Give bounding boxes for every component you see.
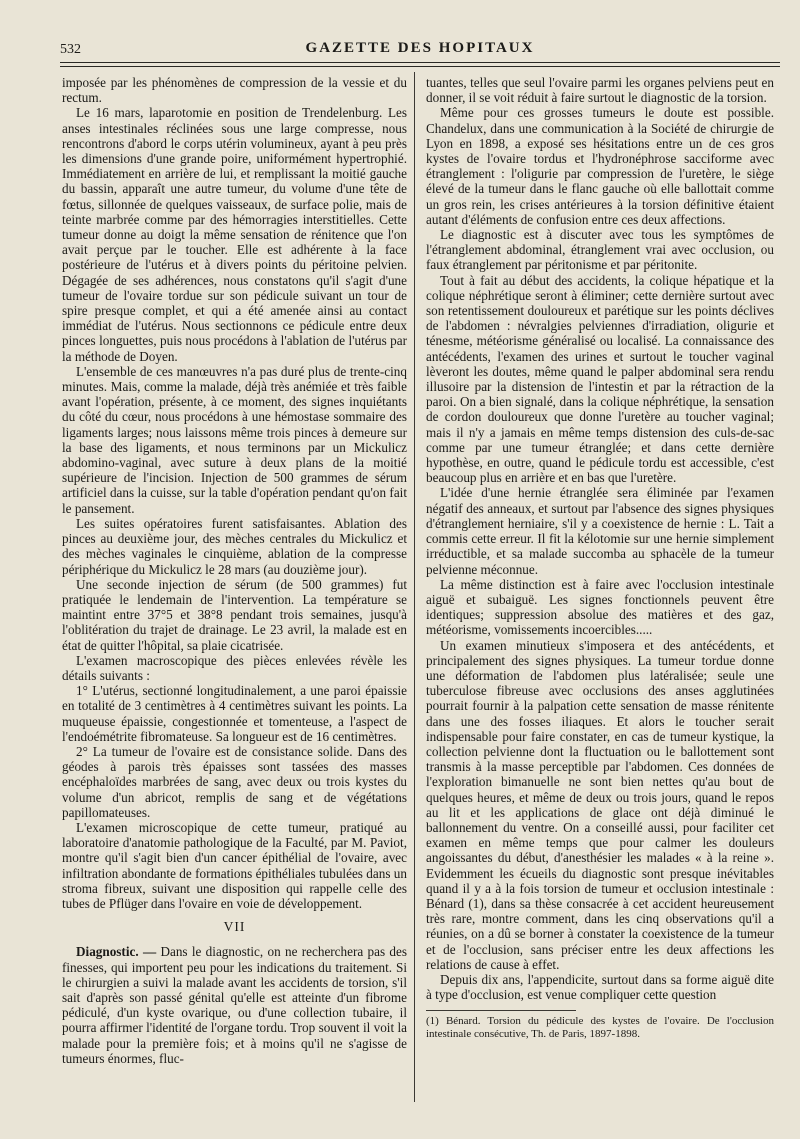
header-rule-thick — [60, 62, 780, 63]
diagnostic-heading: Diagnostic. — — [76, 944, 157, 960]
paragraph: Le 16 mars, laparotomie en position de Trendelenburg. Les anses intestinales réclinées sous une large compresse, nous rencontrons d'abord le corps utérin volumineux, ayant à peu près les dimensions d'une grande poire, uniformément hypertrophié. Immédiatement en arrière de lui, et remplissant la moitié gauche du bassin, apparaît une autre tumeur, du volume d'une tête de fœtus, sillonnée de quelques vaisseaux, de surface polie, mais de teinte marbrée comme par des hémorragies interstitielles. Cette tumeur donne au doigt la même sensation de rénitence que l'on avait perçue par le toucher. Elle est adhérente à la face postérieure de l'utérus et à divers points du péritoine pelvien. Dégagée de ses adhérences, nous constatons qu'il s'agit d'une tumeur de l'ovaire tordue sur son pédicule suivant un tour de spire presque complet, et qui a été amenée ainsi au contact immédiat de l'utérus. Nous sectionnons ce pédicule entre deux pinces longuettes, puis nous procédons à l'ablation de l'utérus par la méthode de Doyen. — [62, 105, 407, 364]
right-column — [426, 75, 774, 1040]
column-divider — [414, 72, 415, 1102]
paragraph: tuantes, telles que seul l'ovaire parmi les organes pelviens peut en donner, il se voit réduit à faire surtout le diagnostic de la torsion. — [426, 75, 774, 106]
paragraph: Même pour ces grosses tumeurs le doute est possible. Chandelux, dans une communication à la Société de chirurgie de Lyon en 1898, a exposé ses hésitations entre un de ces gros kystes de l'ovaire tordus et l'hydronéphrose sacciforme avec étranglement : l'oligurie par compression de l'uretère, le siège élevé de la tumeur dans le flanc gauche où elle ballottait comme un gros rein, les crises antérieures à la torsion définitive étaient autant d'éléments de confusion entre ces deux affections. — [426, 105, 774, 227]
footnote-rule — [426, 1010, 576, 1011]
paragraph: imposée par les phénomènes de compression de la vessie et du rectum. — [62, 75, 407, 106]
page-number: 532 — [60, 42, 81, 57]
header-rule-thin — [60, 66, 780, 67]
paragraph: Tout à fait au début des accidents, la colique hépatique et la colique néphrétique seront à éliminer; cette dernière surtout avec son retentissement douloureux et parétique sur les points déclives de l'abdomen : névralgies pelviennes d'irradiation, oligurie et ténesme, météorisme généralisé ou localisé. La connaissance des antécédents, l'examen des urines et surtout le toucher vaginal lèveront les doutes, même quand le palper abdominal sera rendu illusoire par la distension de l'intestin et par la rétraction de la paroi. On a bien signalé, dans la colique néphrétique, la sensation de cordon douloureux que donne l'uretère au toucher vaginal; mais il n'y a jamais en même temps distension des culs-de-sac comme par une tumeur étranglée; et dans cette dernière hypothèse, en outre, quand le pédicule tordu est accessible, c'est beaucoup plus en arrière et en bas que l'uretère. — [426, 272, 774, 486]
page-header — [60, 40, 780, 62]
paragraph: L'ensemble de ces manœuvres n'a pas duré plus de trente-cinq minutes. Mais, comme la malade, déjà très anémiée et très faible avant l'opération, présente, à ce moment, des signes inquiétants du côté du cœur, nous procédons à une hémostase sommaire des ligaments larges; nous laissons même trois pinces à demeure sur la base des ligaments, et nous terminons par un Mickulicz abdomino-vaginal, avec suture à deux plans de la moitié supérieure de l'incision. Injection de 500 grammes de sérum artificiel dans la cuisse, sur la table d'opération pendant qu'on fait le pansement. — [62, 363, 407, 516]
paragraph: Les suites opératoires furent satisfaisantes. Ablation des pinces au deuxième jour, des mèches centrales du Mickulicz et des mèches vaginales le cinquième, ablation de la compresse périphérique du Mickulicz le 28 mars (au douzième jour). — [62, 515, 407, 577]
paragraph: 2° La tumeur de l'ovaire est de consistance solide. Dans des géodes à parois très épaisses sont tassées des masses encéphaloïdes marbrées de sang, avec deux ou trois kystes du volume d'un abricot, remplis de sang et de végétations papillomateuses. — [62, 743, 407, 820]
paragraph: 1° L'utérus, sectionné longitudinalement, a une paroi épaissie en totalité de 3 centimètres à 4 centimètres suivant les points. La muqueuse épaissie, congestionnée et tomenteuse, a l'aspect de l'endoémétrite fibromateuse. Sa longueur est de 16 centimètres. — [62, 683, 407, 744]
footnote: (1) Bénard. Torsion du pédicule des kystes de l'ovaire. De l'occlusion intestinale consécutive, Th. de Paris, 1897-1898. — [426, 1015, 774, 1040]
paragraph: Une seconde injection de sérum (de 500 grammes) fut pratiquée le lendemain de l'intervention. La température se maintint entre 37°5 et 38°8 pendant trois semaines, jusqu'à l'oblitération du trajet de drainage. Le 23 avril, la malade est en état de quitter l'hôpital, sa plaie cicatrisée. — [62, 576, 407, 653]
left-column — [62, 75, 407, 1066]
section-number: VII — [223, 919, 246, 935]
paragraph: Un examen minutieux s'imposera et des antécédents, et principalement des signes physiques. La tumeur tordue donne une déformation de l'abdomen plus latéralisée; seule une tuberculose fibreuse avec occlusions des anses agglutinées pourrait fournir à la palpation cette sensation de masse rénitente dans une des fosses iliaques. Et alors le toucher serait indispensable pour faire constater, en cas de tumeur kystique, la collection pelvienne dont la fluctuation ou le ballottement sont transmis à la masse perceptible par l'abdomen. Ces données de l'exploration bimanuelle ne sont bien nettes qu'au bout de quelques heures, et même de deux ou trois jours, quand le repos au lit et les applications de glace ont déjà diminué le ballonnement du ventre. On a conseillé aussi, pour faciliter cet examen en même temps que pour calmer les douleurs angoissantes du début, d'anesthésier les malades « à la reine ». Evidemment les écueils du diagnostic sont presque inévitables quand il y a à la fois torsion de tumeur et occlusion intestinale : Bénard (1), dans sa thèse consacrée à cet accident heureusement très rare, montre comment, dans les cinq observations qu'il a réunies, on a dû se borner à constater la coexistence de la tumeur et de l'occlusion, sans préciser entre les deux affections les relations de cause à effet. — [426, 637, 774, 972]
paragraph: L'idée d'une hernie étranglée sera éliminée par l'examen négatif des anneaux, et surtout par l'absence des signes physiques d'étranglement herniaire, s'il y a coexistence de hernie : L. Tait a commis cette erreur. Il fit la kélotomie sur une hernie simplement irréductible, et sa malade succomba au sphacèle de la tumeur pelvienne méconnue. — [426, 485, 774, 577]
diagnostic-paragraph — [62, 944, 407, 1066]
paragraph: Depuis dix ans, l'appendicite, surtout dans sa forme aiguë dite à type d'occlusion, est venue compliquer cette question — [426, 971, 774, 1003]
paragraph: Le diagnostic est à discuter avec tous les symptômes de l'étranglement abdominal, étranglement vrai avec occlusion, ou faux étranglement par péritonisme et par péritonite. — [426, 227, 774, 273]
journal-title: GAZETTE DES HOPITAUX — [305, 40, 535, 56]
paragraph: L'examen microscopique de cette tumeur, pratiqué au laboratoire d'anatomie pathologique de la Faculté, par M. Paviot, montre qu'il s'agit bien d'un cancer épithélial de l'ovaire, avec infiltration abondante de formations épithéliales tubulées dans un stroma fibreux, suivant une disposition qui rappelle celle des tubes de Pflüger dans l'ovaire en voie de développement. — [62, 819, 407, 911]
paragraph: La même distinction est à faire avec l'occlusion intestinale aiguë et subaiguë. Les signes fonctionnels peuvent être identiques; suppression absolue des matières et des gaz, météorisme, vomissements incoercibles..... — [426, 576, 774, 638]
diagnostic-text: Dans le diagnostic, on ne recherchera pas des finesses, qui importent peu pour les indications du traitement. Si le chirurgien a suivi la malade avant les accidents de torsion, s'il sait d'après son passé génital qu'elle est atteinte d'un fibrome pédiculé, d'un kyste ovarique, ou d'une collection tubaire, il pourra affirmer l'identité de l'organe tordu. Trop souvent il voit la malade pour la première fois; et à moins qu'il ne s'agisse de tumeurs énormes, fluc- — [62, 944, 408, 1066]
paragraph: L'examen macroscopique des pièces enlevées révèle les détails suivants : — [62, 652, 407, 683]
